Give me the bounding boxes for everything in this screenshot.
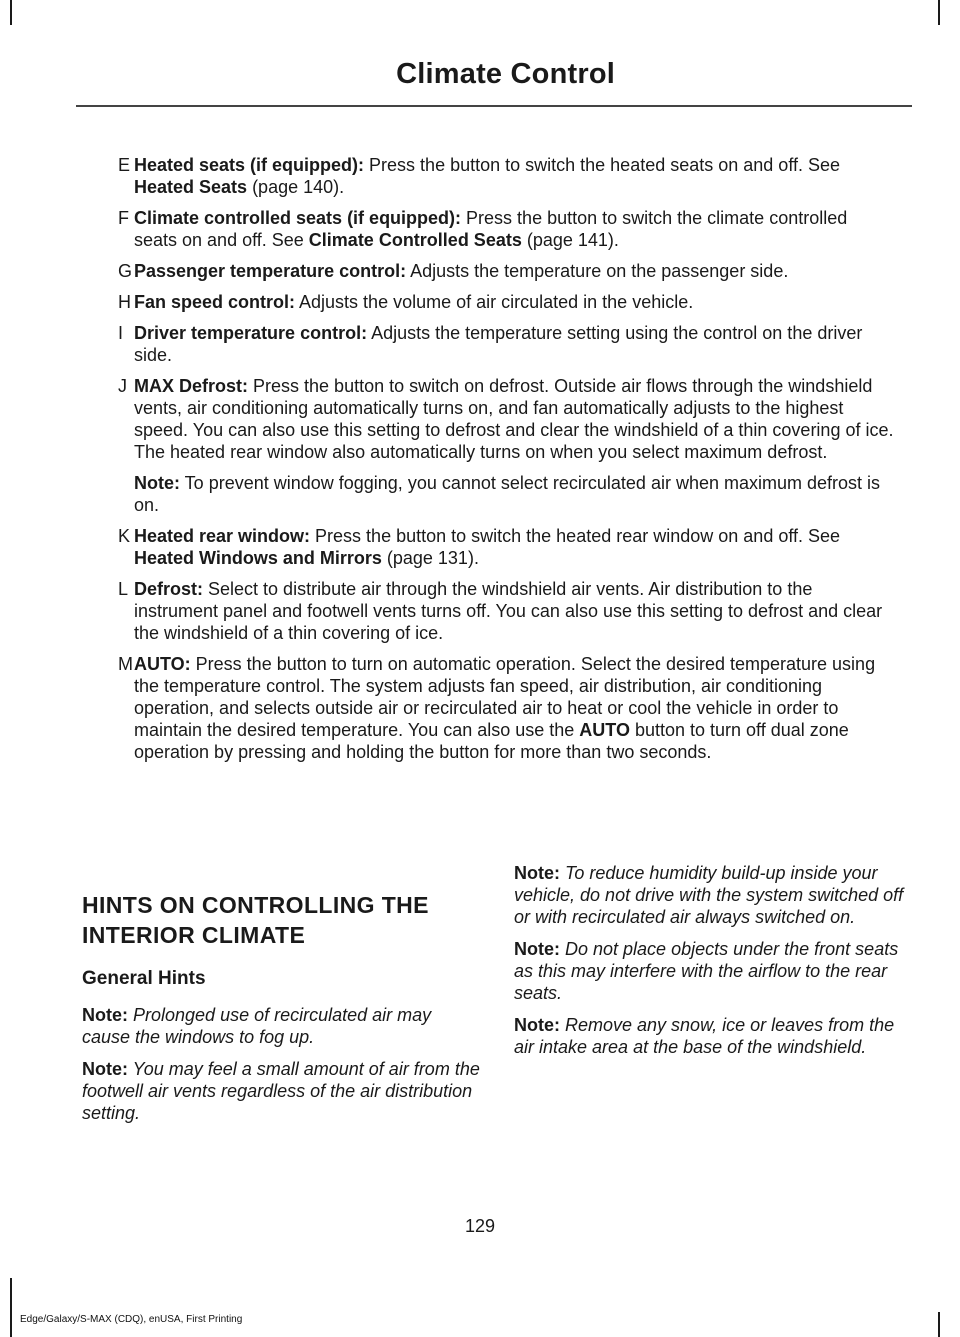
item-term: Passenger temperature control: [134,261,407,281]
page-reference: (page 141). [521,230,619,250]
header-divider [76,105,912,107]
item-letter: M [118,654,133,674]
note-text: To reduce humidity build-up inside your vehicle, do not drive with the system switched off or with recirculated air always switched on. [514,863,904,927]
note-label: Note: [82,1059,128,1079]
hints-heading-line-2: INTERIOR CLIMATE [82,922,306,948]
item-description [134,375,894,516]
page-reference: (page 131). [381,548,479,568]
top-left-crop-mark [10,0,12,25]
item-text: Select to distribute air through the windshield air vents. Air distribution to the instrument panel and footwell vents turns off. You can also use this setting to defrost and clear the windshield of a thin covering of ice. [134,579,883,643]
list-item [76,291,912,313]
note-label: Note: [514,863,560,883]
top-right-crop-mark [938,0,940,25]
bottom-left-crop-mark [10,1278,12,1337]
item-letter: G [118,261,133,281]
list-item [76,525,912,569]
item-description [134,525,894,569]
list-item [76,375,912,516]
item-letter: F [118,208,129,228]
item-letter: I [118,323,124,343]
item-text: Press the button to switch the heated seats on and off. See [364,155,841,175]
cross-reference-link[interactable]: Heated Windows and Mirrors [134,548,382,568]
item-note [134,472,894,516]
item-letter: L [118,579,129,599]
page-number: 129 [464,1216,496,1236]
item-term: Defrost: [134,579,204,599]
note-label: Note: [514,939,560,959]
item-letter: E [118,155,131,175]
item-text: Press the button to switch the climate controlled seats on and off. See [134,208,848,250]
list-item [76,578,912,644]
note-text: Prolonged use of recirculated air may cause the windows to fog up. [82,1005,432,1047]
right-column-notes [514,862,908,1068]
item-paragraph [134,375,894,463]
list-item [76,322,912,366]
item-description [134,207,894,251]
item-description [134,578,894,644]
item-term: MAX Defrost: [134,376,249,396]
item-term: Heated seats (if equipped): [134,155,365,175]
list-item [76,154,912,198]
list-item [76,260,912,282]
list-item [76,207,912,251]
item-text: Adjusts the temperature on the passenger side. [406,261,789,281]
item-term: Heated rear window: [134,526,311,546]
hints-heading-line-1: HINTS ON CONTROLLING THE [82,892,429,918]
list-item [76,653,912,763]
recirculated-air-note [82,1004,482,1048]
item-term: Driver temperature control: [134,323,368,343]
item-text-continued: button to turn off dual zone operation by pressing and holding the button for more than two seconds. [134,720,849,762]
page-reference: (page 140). [247,177,345,197]
note-label: Note: [134,473,180,493]
general-hints-heading: General Hints [82,968,206,989]
item-letter: K [118,526,131,546]
note-text: To prevent window fogging, you cannot select recirculated air when maximum defrost is on. [134,473,881,515]
item-description [134,154,894,198]
cross-reference-link[interactable]: Climate Controlled Seats [308,230,522,250]
hints-heading [82,890,482,950]
note-text: Remove any snow, ice or leaves from the air intake area at the base of the windshield. [514,1015,895,1057]
item-description [134,291,894,313]
item-term: Climate controlled seats (if equipped): [134,208,462,228]
edition-footer: Edge/Galaxy/S-MAX (CDQ), enUSA, First Printing [20,1314,243,1325]
control-description-list [76,154,912,772]
item-letter: H [118,292,131,312]
item-description [134,260,894,282]
item-text: Adjusts the volume of air circulated in the vehicle. [295,292,694,312]
item-text: Press the button to switch on defrost. Outside air flows through the windshield vents, air conditioning automatically turns on, and fan automatically adjusts to the highest speed. You can also use this setting to defrost and clear the windshield of a thin covering of ice. The heated rear window also automatically turns on when you select maximum defrost. [134,376,894,462]
front-seat-objects-note [514,938,908,1004]
footwell-air-note [82,1058,482,1124]
auto-button-reference: AUTO [579,720,630,740]
air-intake-note [514,1014,908,1058]
humidity-note [514,862,908,928]
item-term: Fan speed control: [134,292,296,312]
item-letter: J [118,376,127,396]
hints-section [82,890,482,1134]
note-label: Note: [514,1015,560,1035]
note-label: Note: [82,1005,128,1025]
item-term: AUTO: [134,654,191,674]
item-description [134,653,894,763]
item-text: Press the button to switch the heated rear window on and off. See [310,526,841,546]
bottom-right-crop-mark [938,1312,940,1337]
item-text: Adjusts the temperature setting using the control on the driver side. [134,323,863,365]
note-text: Do not place objects under the front seats as this may interfere with the airflow to the rear seats. [514,939,899,1003]
note-text: You may feel a small amount of air from the footwell air vents regardless of the air distribution setting. [82,1059,480,1123]
section-title: Climate Control [396,58,615,90]
item-text: Press the button to turn on automatic operation. Select the desired temperature using the temperature control. The system adjusts fan speed, air distribution, air conditioning operation, and selects outside air or recirculated air to heat or cool the vehicle in order to maintain the desired temperature. You can also use the [134,654,876,740]
item-description [134,322,894,366]
cross-reference-link[interactable]: Heated Seats [134,177,248,197]
